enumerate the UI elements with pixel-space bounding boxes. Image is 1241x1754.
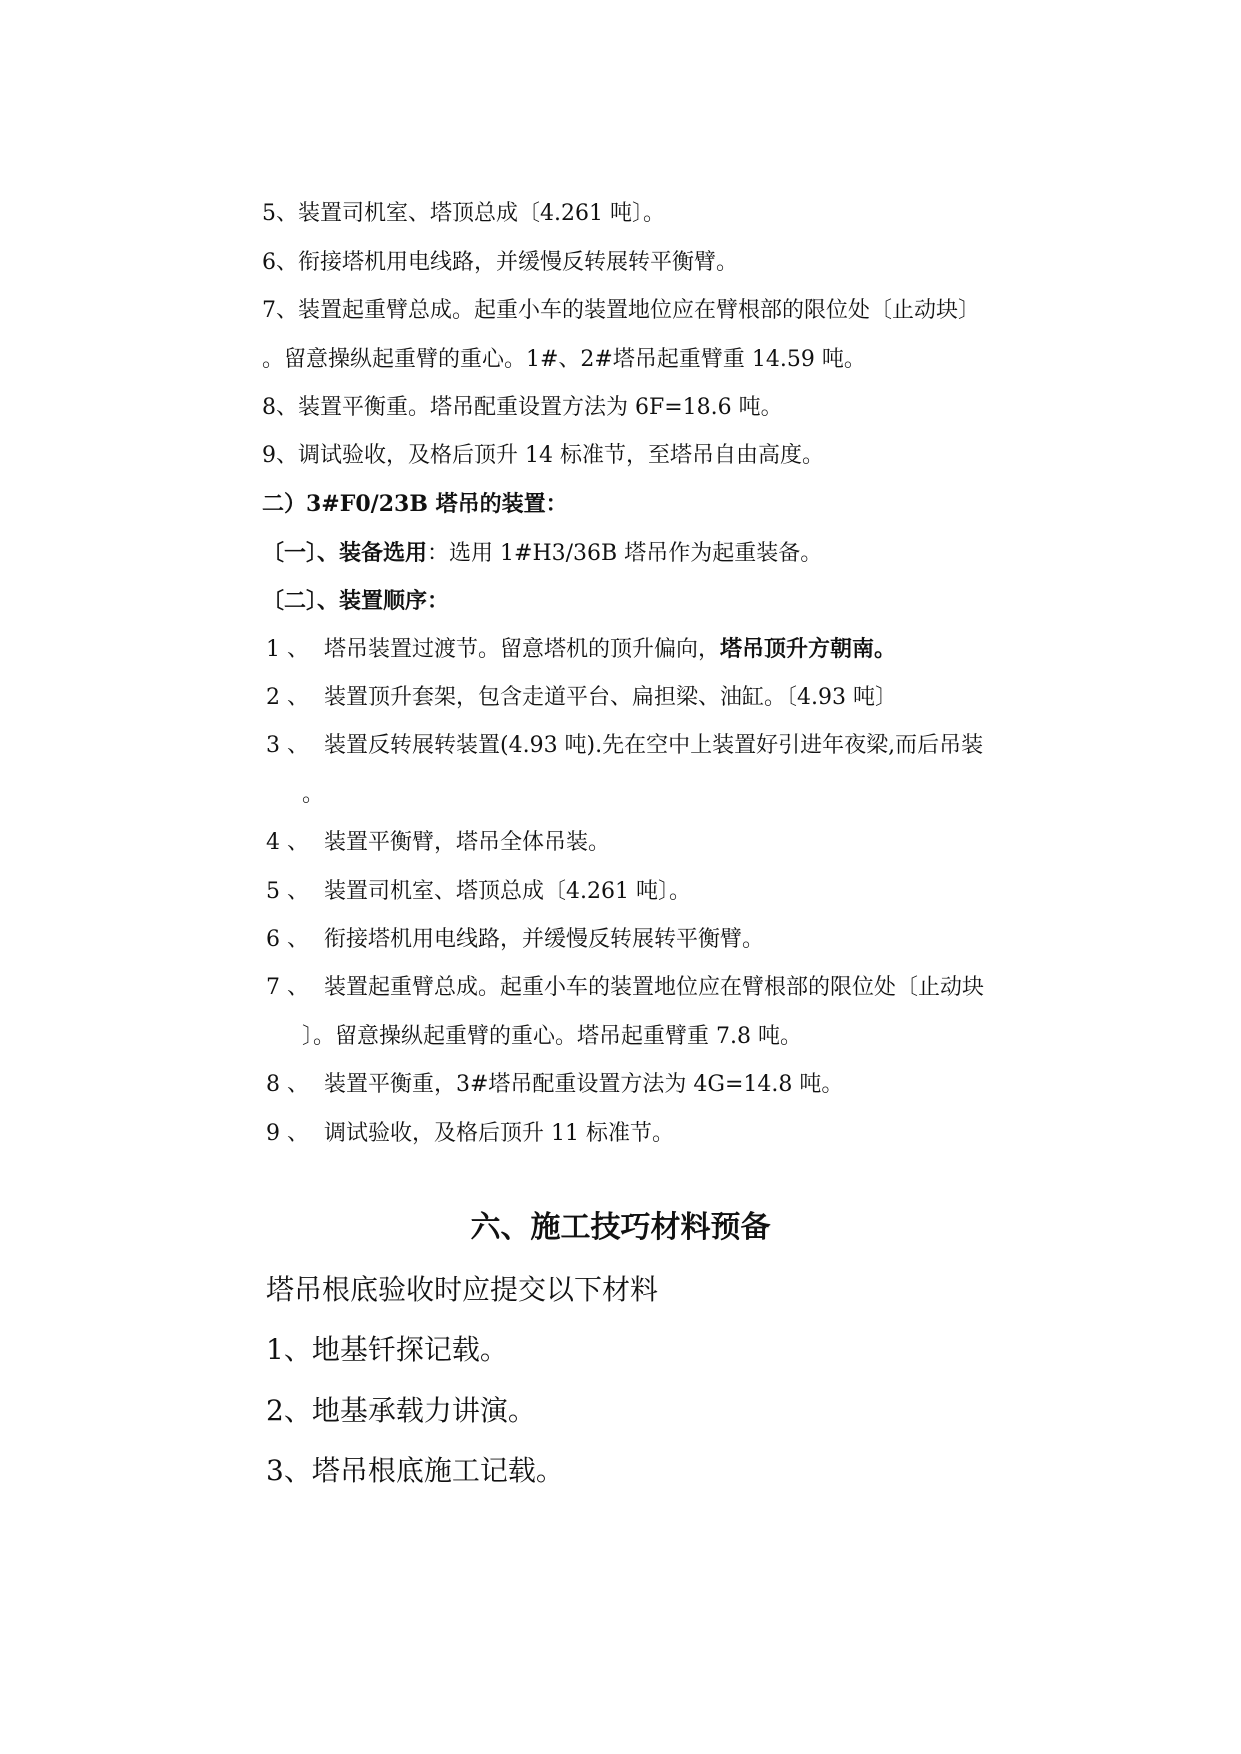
sub-heading-order: 〔二〕、装置顺序： — [262, 588, 450, 614]
sub-heading-text: ：选用 1#H3/36B 塔吊作为起重装备。 — [427, 541, 823, 566]
material-item: 2、地基承载力讲演。 — [266, 1394, 536, 1427]
step-item — [266, 881, 691, 903]
section-title: 六、施工技巧材料预备 — [470, 1210, 771, 1245]
step-number: 1 、 — [266, 637, 309, 662]
material-item: 3、塔吊根底施工记载。 — [266, 1454, 564, 1487]
section-intro: 塔吊根底验收时应提交以下材料 — [266, 1273, 659, 1306]
step-continuation: 。 — [302, 782, 325, 807]
list-item: 8、装置平衡重。塔吊配重设置方法为 6F=18.6 吨。 — [262, 395, 783, 420]
step-text: 装置顶升套架，包含走道平台、扁担梁、油缸。〔4.93 吨〕 — [324, 685, 897, 710]
sub-heading-label: 〔一〕、装备选用 — [262, 540, 428, 566]
step-item — [266, 735, 983, 757]
material-item: 1、地基钎探记载。 — [266, 1333, 508, 1366]
step-number: 8 、 — [266, 1072, 309, 1097]
sub-heading-equipment — [262, 542, 822, 565]
step-text: 装置平衡臂，塔吊全体吊装。 — [324, 830, 611, 855]
list-item: 7、装置起重臂总成。起重小车的装置地位应在臂根部的限位处〔止动块〕 — [262, 298, 980, 323]
step-text: 装置平衡重，3#塔吊配重设置方法为 4G=14.8 吨。 — [324, 1072, 844, 1097]
step-number: 7 、 — [266, 975, 309, 1000]
step-number: 6 、 — [266, 927, 309, 952]
step-text: 装置司机室、塔顶总成〔4.261 吨〕。 — [324, 879, 691, 904]
step-text: 衔接塔机用电线路，并缓慢反转展转平衡臂。 — [324, 927, 765, 952]
step-item — [266, 687, 897, 709]
step-number: 5 、 — [266, 879, 309, 904]
step-item — [266, 929, 764, 951]
step-item — [266, 832, 610, 854]
list-item-continuation: 。留意操纵起重臂的重心。1#、2#塔吊起重臂重 14.59 吨。 — [262, 347, 866, 372]
list-item: 5、装置司机室、塔顶总成〔4.261 吨〕。 — [262, 201, 665, 226]
step-text: 装置起重臂总成。起重小车的装置地位应在臂根部的限位处〔止动块 — [324, 975, 985, 1000]
step-emphasis: 塔吊顶升方朝南。 — [720, 636, 897, 662]
step-text: 调试验收，及格后顶升 11 标准节。 — [324, 1121, 674, 1146]
list-item: 9、调试验收，及格后顶升 14 标准节，至塔吊自由高度。 — [262, 443, 824, 468]
step-item — [266, 1074, 843, 1096]
list-item: 6、衔接塔机用电线路，并缓慢反转展转平衡臂。 — [262, 250, 738, 275]
step-number: 3 、 — [266, 733, 309, 758]
section-heading: 二）3#F0/23B 塔吊的装置： — [262, 491, 568, 517]
step-text: 塔吊装置过渡节。留意塔机的顶升偏向， — [324, 637, 721, 662]
step-number: 2 、 — [266, 685, 309, 710]
step-item — [266, 638, 896, 661]
step-number: 9 、 — [266, 1121, 309, 1146]
step-item — [266, 1123, 674, 1145]
step-item — [266, 977, 984, 999]
step-text: 装置反转展转装置(4.93 吨).先在空中上装置好引进年夜梁,而后吊装 — [324, 733, 984, 758]
step-number: 4 、 — [266, 830, 309, 855]
step-continuation: 〕。留意操纵起重臂的重心。塔吊起重臂重 7.8 吨。 — [302, 1024, 802, 1049]
